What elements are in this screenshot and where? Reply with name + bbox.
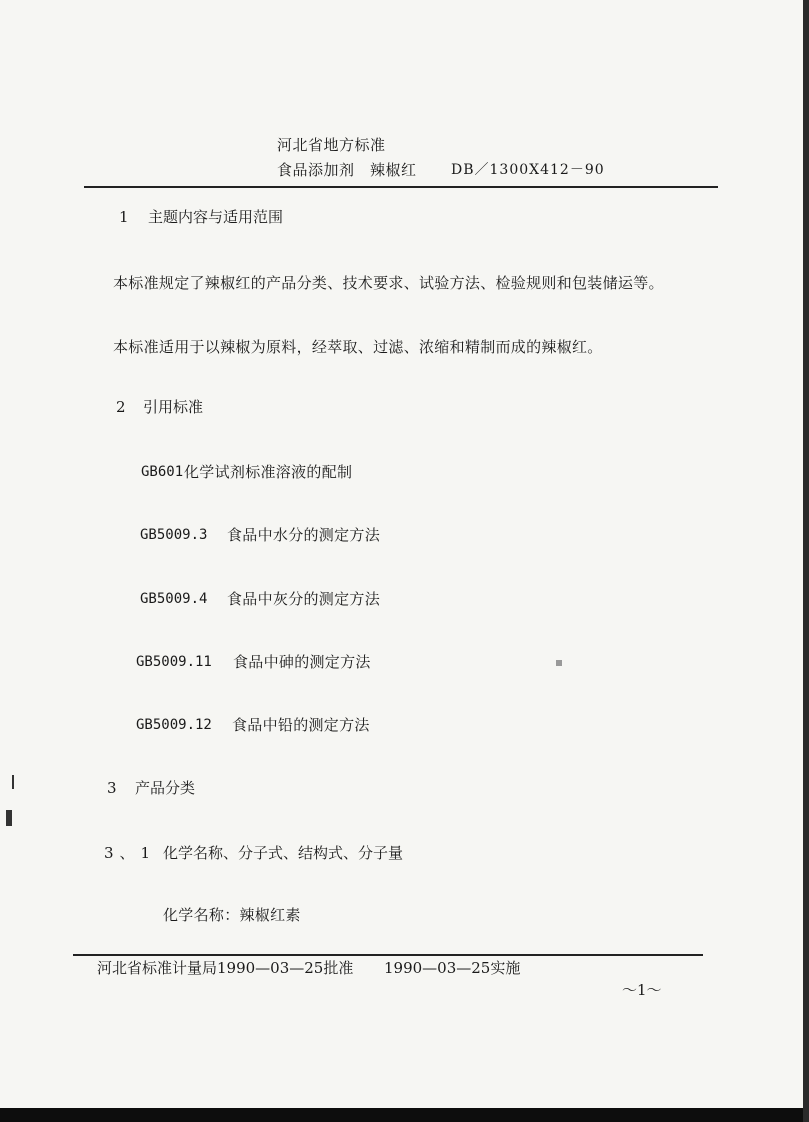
section-1-number: 1 — [119, 208, 129, 226]
reference-title: 食品中水分的测定方法 — [227, 526, 381, 544]
scan-mark — [6, 810, 12, 826]
section-1-paragraph-1: 本标准规定了辣椒红的产品分类、技术要求、试验方法、检验规则和包装储运等。 — [113, 274, 664, 292]
approval-line: 河北省标准计量局1990—03—25批准 — [97, 959, 354, 977]
reference-title: 食品中灰分的测定方法 — [227, 590, 381, 608]
section-1-paragraph-2: 本标准适用于以辣椒为原料，经萃取、过滤、浓缩和精制而成的辣椒红。 — [113, 338, 603, 356]
chemical-name: 化学名称：辣椒红素 — [163, 906, 301, 924]
section-3-title: 产品分类 — [135, 779, 196, 797]
reference-title: 化学试剂标准溶液的配制 — [184, 463, 353, 481]
header-rule — [84, 186, 718, 188]
header-title: 食品添加剂 辣椒红 — [277, 161, 417, 179]
effective-date-line: 1990—03—25实施 — [384, 959, 521, 977]
scan-edge-right — [803, 0, 809, 1122]
section-2-title: 引用标准 — [143, 398, 204, 416]
section-3-1-title: 化学名称、分子式、结构式、分子量 — [163, 844, 404, 862]
header-issuer: 河北省地方标准 — [277, 136, 386, 154]
reference-code: GB5009.4 — [140, 591, 208, 607]
reference-code: GB5009.3 — [140, 527, 208, 543]
section-1-title: 主题内容与适用范围 — [148, 208, 284, 226]
scan-mark — [12, 775, 14, 789]
section-2-number: 2 — [116, 398, 126, 416]
reference-code: GB5009.12 — [136, 717, 212, 733]
scan-edge-bottom — [0, 1108, 809, 1122]
reference-code: GB5009.11 — [136, 654, 212, 670]
reference-title: 食品中铅的测定方法 — [232, 716, 370, 734]
standard-code: DB／1300X412－90 — [451, 162, 605, 178]
footer-rule — [73, 954, 703, 956]
reference-code: GB601 — [141, 464, 184, 480]
section-3-number: 3 — [107, 779, 117, 797]
section-3-1-number: 3、1 — [104, 844, 157, 862]
page-number: ～1～ — [622, 981, 662, 999]
scan-mark — [556, 660, 562, 666]
reference-title: 食品中砷的测定方法 — [233, 653, 371, 671]
